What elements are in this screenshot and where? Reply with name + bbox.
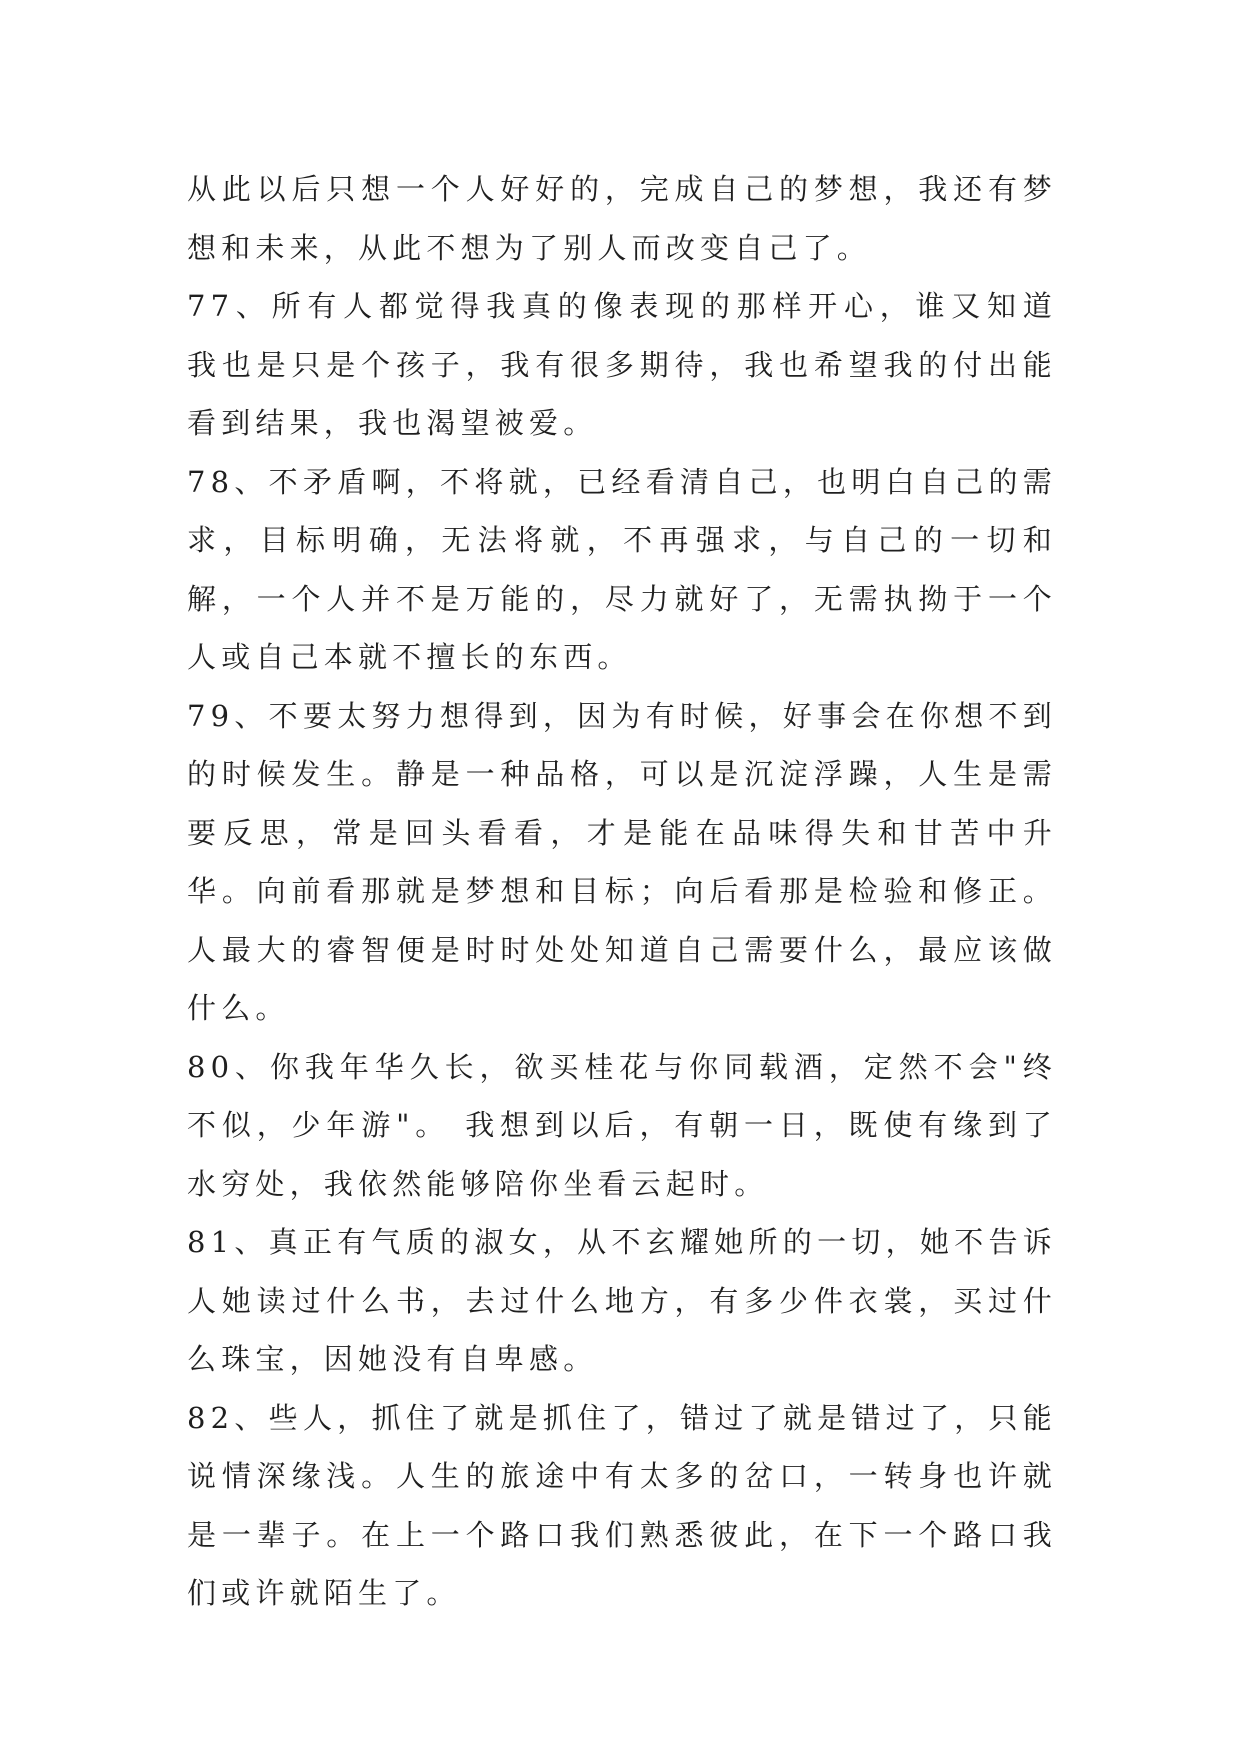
paragraph-78: 78、不矛盾啊，不将就，已经看清自己，也明白自己的需求，目标明确，无法将就，不再强求，与自己的一切和解，一个人并不是万能的，尽力就好了，无需执拗于一个人或自己本就不擅长的东西。 [187, 464, 1057, 674]
paragraph-77: 77、所有人都觉得我真的像表现的那样开心，谁又知道 我也是只是个孩子，我有很多期待，我也希望我的付出能看到结果，我也渴望被爱。 [187, 289, 1057, 440]
paragraph-79: 79、不要太努力想得到，因为有时候，好事会在你想不到的时候发生。静是一种品格，可以是沉淀浮躁，人生是需要反思，常是回头看看，才是能在品味得失和甘苦中升华。向前看那就是梦想和目标；向后看那是检验和修正。人最大的睿智便是时时处处知道自己需要什么，最应该做什么。 [187, 698, 1057, 1025]
paragraph-82: 82、些人，抓住了就是抓住了，错过了就是错过了，只能说情深缘浅。人生的旅途中有太多的岔口，一转身也许就是一辈子。在上一个路口我们熟悉彼此，在下一个路口我们或许就陌生了。 [187, 1400, 1057, 1610]
paragraph-continuation: 从此以后只想一个人好好的，完成自己的梦想，我还有梦想和未来，从此不想为了别人而改变自己了。 [187, 172, 1057, 265]
paragraph-80: 80、你我年华久长，欲买桂花与你同载酒，定然不会"终不似，少年游"。 我想到以后，有朝一日，既使有缘到了水穷处，我依然能够陪你坐看云起时。 [187, 1049, 1057, 1201]
document-body [187, 160, 1057, 1623]
paragraph-81: 81、真正有气质的淑女，从不玄耀她所的一切，她不告诉人她读过什么书，去过什么地方，有多少件衣裳，买过什么珠宝，因她没有自卑感。 [187, 1225, 1057, 1376]
